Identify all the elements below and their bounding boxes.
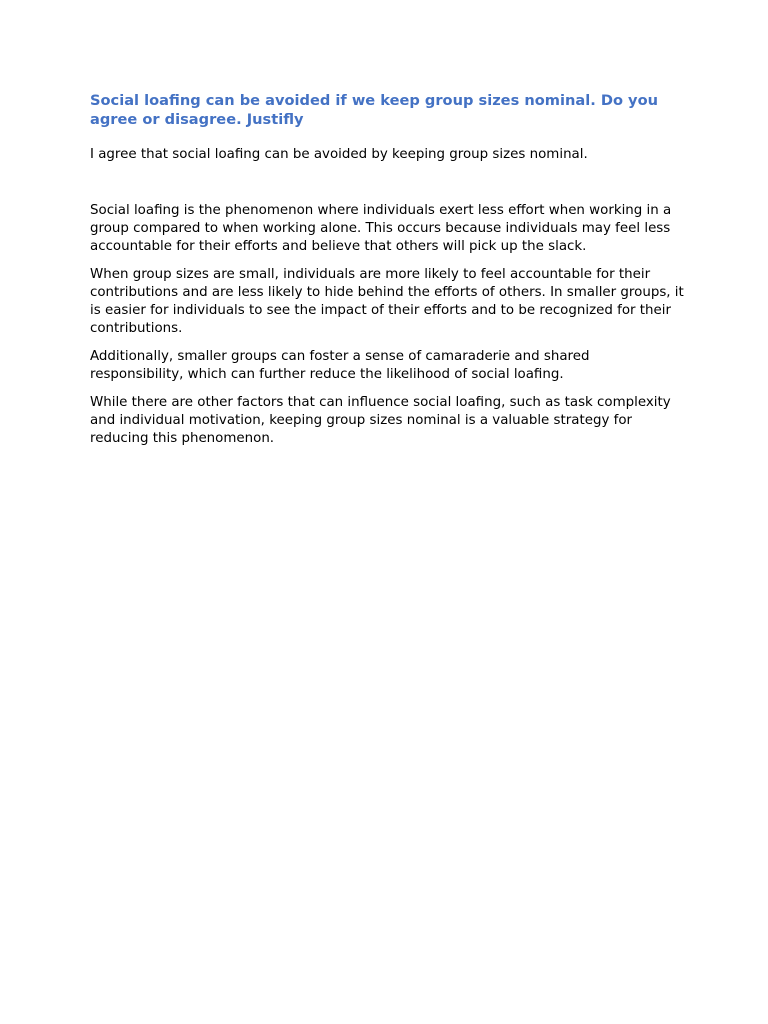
paragraph-intro: I agree that social loafing can be avoided by keeping group sizes nominal.	[90, 147, 588, 162]
paragraph-camaraderie: Additionally, smaller groups can foster a sense of camaraderie and shared responsibility, which can further reduce the likelihood of social loafing.	[90, 349, 590, 382]
paragraph-small-groups: When group sizes are small, individuals are more likely to feel accountable for their contributions and are less likely to hide behind the efforts of others. In smaller groups, it is easier for individuals to see the impact of their efforts and to be recognized for their contributions.	[90, 267, 684, 336]
document-page	[90, 91, 686, 448]
paragraph-conclusion: While there are other factors that can influence social loafing, such as task complexity and individual motivation, keeping group sizes nominal is a valuable strategy for reducing this phenomenon.	[90, 395, 671, 446]
paragraph-definition: Social loafing is the phenomenon where individuals exert less effort when working in a group compared to when working alone. This occurs because individuals may feel less accountable for their efforts and believe that others will pick up the slack.	[90, 203, 672, 254]
document-title: Social loafing can be avoided if we keep group sizes nominal. Do you agree or disagree. Justifly	[90, 92, 658, 128]
